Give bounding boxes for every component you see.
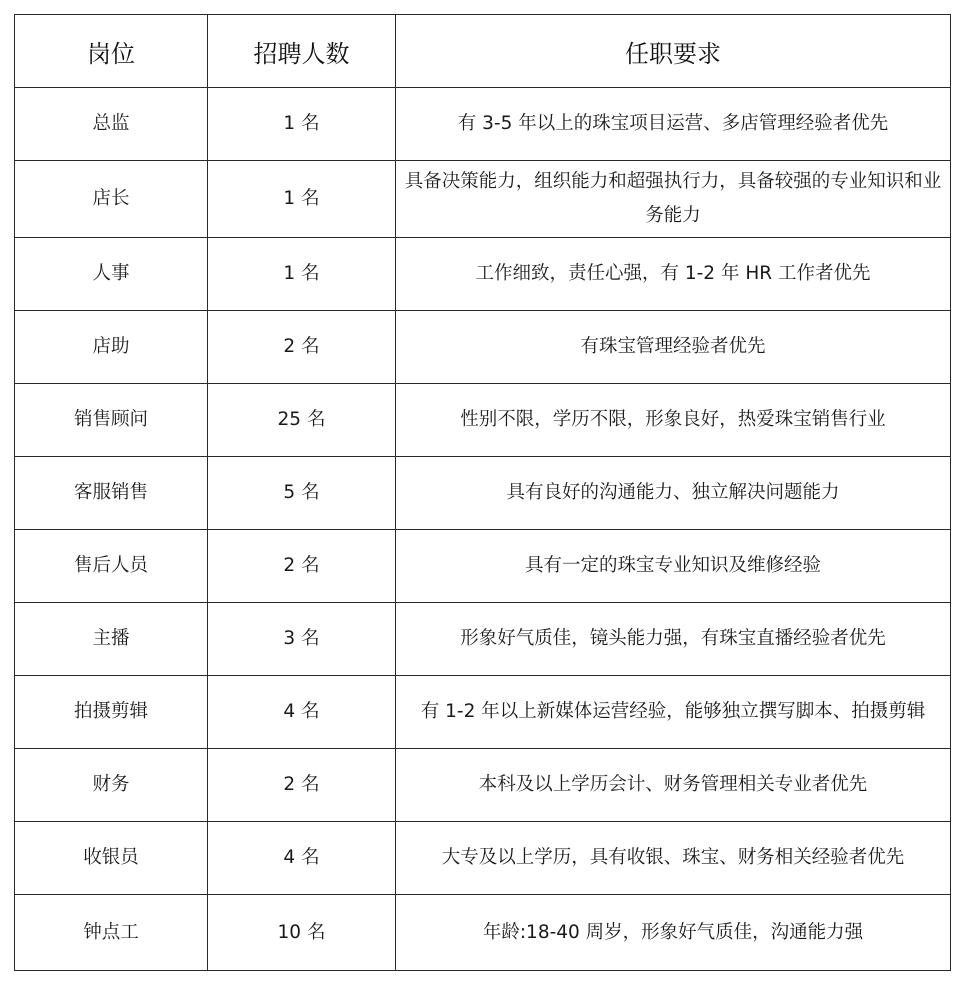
cell-count: 2 名 — [208, 530, 396, 603]
cell-requirement: 有 1-2 年以上新媒体运营经验，能够独立撰写脚本、拍摄剪辑 — [396, 676, 951, 749]
cell-count: 4 名 — [208, 822, 396, 895]
cell-requirement: 具有良好的沟通能力、独立解决问题能力 — [396, 457, 951, 530]
cell-position: 售后人员 — [15, 530, 208, 603]
cell-count: 3 名 — [208, 603, 396, 676]
table-row — [15, 676, 951, 749]
header-position: 岗位 — [15, 15, 208, 88]
cell-requirement: 本科及以上学历会计、财务管理相关专业者优先 — [396, 749, 951, 822]
cell-count: 2 名 — [208, 749, 396, 822]
table-row — [15, 749, 951, 822]
table-header-row — [15, 15, 951, 88]
cell-requirement: 性别不限，学历不限，形象良好，热爱珠宝销售行业 — [396, 384, 951, 457]
cell-requirement: 有 3-5 年以上的珠宝项目运营、多店管理经验者优先 — [396, 88, 951, 161]
cell-count: 25 名 — [208, 384, 396, 457]
table-row — [15, 530, 951, 603]
cell-requirement: 具备决策能力，组织能力和超强执行力，具备较强的专业知识和业务能力 — [396, 161, 951, 238]
cell-position: 客服销售 — [15, 457, 208, 530]
cell-requirement: 形象好气质佳，镜头能力强，有珠宝直播经验者优先 — [396, 603, 951, 676]
table-row — [15, 822, 951, 895]
cell-requirement: 年龄:18-40 周岁，形象好气质佳，沟通能力强 — [396, 895, 951, 971]
cell-count: 10 名 — [208, 895, 396, 971]
cell-position: 主播 — [15, 603, 208, 676]
table-row — [15, 311, 951, 384]
cell-count: 1 名 — [208, 88, 396, 161]
cell-count: 1 名 — [208, 238, 396, 311]
header-requirement: 任职要求 — [396, 15, 951, 88]
header-count: 招聘人数 — [208, 15, 396, 88]
table-row — [15, 384, 951, 457]
cell-position: 总监 — [15, 88, 208, 161]
table-row — [15, 603, 951, 676]
cell-position: 钟点工 — [15, 895, 208, 971]
cell-position: 收银员 — [15, 822, 208, 895]
cell-position: 店助 — [15, 311, 208, 384]
cell-count: 5 名 — [208, 457, 396, 530]
table-row — [15, 457, 951, 530]
cell-requirement: 有珠宝管理经验者优先 — [396, 311, 951, 384]
cell-requirement: 工作细致，责任心强，有 1-2 年 HR 工作者优先 — [396, 238, 951, 311]
table-row — [15, 238, 951, 311]
table-row — [15, 895, 951, 971]
cell-position: 人事 — [15, 238, 208, 311]
cell-requirement: 具有一定的珠宝专业知识及维修经验 — [396, 530, 951, 603]
cell-count: 1 名 — [208, 161, 396, 238]
cell-position: 店长 — [15, 161, 208, 238]
cell-requirement: 大专及以上学历，具有收银、珠宝、财务相关经验者优先 — [396, 822, 951, 895]
cell-position: 销售顾问 — [15, 384, 208, 457]
cell-position: 拍摄剪辑 — [15, 676, 208, 749]
cell-count: 2 名 — [208, 311, 396, 384]
recruitment-table — [14, 14, 951, 971]
cell-position: 财务 — [15, 749, 208, 822]
cell-count: 4 名 — [208, 676, 396, 749]
table-row — [15, 88, 951, 161]
table-row — [15, 161, 951, 238]
